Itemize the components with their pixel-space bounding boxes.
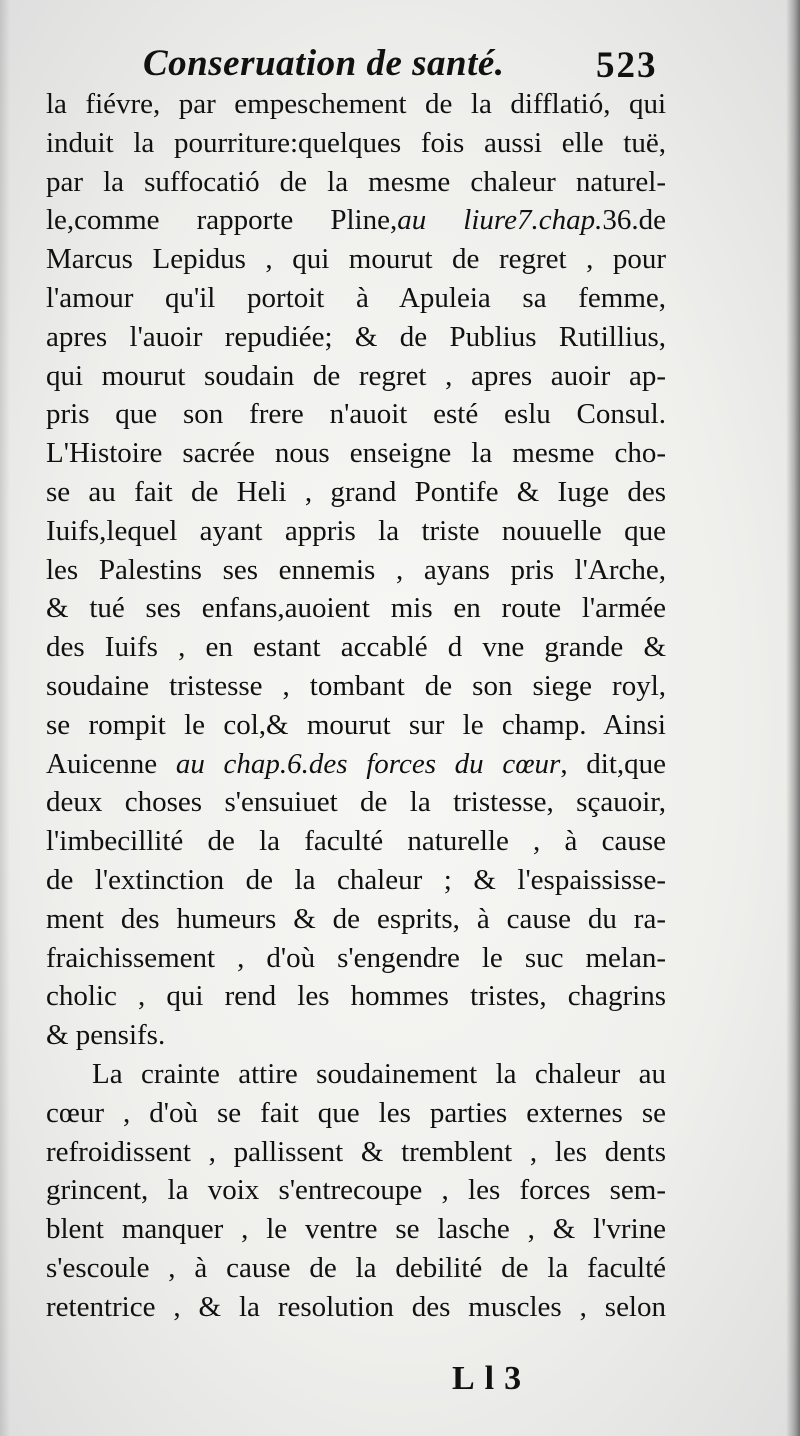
text-line: & pensifs. (46, 1019, 166, 1052)
text-line: par la suffocatió de la mesme chaleur naturel- (46, 165, 666, 198)
text-line: se au fait de Heli , grand Pontife & Iuge des (46, 475, 666, 508)
text-line: la fiévre, par empeschement de la difflatió, qui (46, 88, 666, 120)
text-line: retentrice , & la resolution des muscles , selon (46, 1290, 666, 1323)
text-line: les Palestins ses ennemis , ayans pris l'Arche, (46, 553, 666, 586)
text-segment: Auicenne (46, 747, 158, 780)
text-line: l'amour qu'il portoit à Apuleia sa femme, (46, 281, 666, 314)
citation-italic: au liure7.chap. (397, 204, 603, 237)
text-line: ment des humeurs & de esprits, à cause du ra- (46, 902, 666, 935)
text-line: pris que son frere n'auoit esté eslu Consul. (46, 398, 666, 431)
text-line: induit la pourriture:quelques fois aussi elle tuë, (46, 126, 666, 159)
text-line: deux choses s'ensuiuet de la tristesse, sçauoir, (46, 786, 666, 819)
body-text (46, 85, 666, 1327)
text-line: Marcus Lepidus , qui mourut de regret , pour (46, 243, 666, 276)
text-line: cholic , qui rend les hommes tristes, chagrins (46, 980, 666, 1013)
citation-italic: au chap.6.des forces du cœur (175, 747, 561, 780)
text-line: des Iuifs , en estant accablé d vne grande & (46, 631, 666, 664)
text-line: se rompit le col,& mourut sur le champ. Ainsi (46, 708, 666, 741)
text-line: soudaine tristesse , tombant de son siege royl, (46, 669, 666, 702)
text-line: apres l'auoir repudiée; & de Publius Rutillius, (46, 320, 666, 353)
text-line: cœur , d'où se fait que les parties externes se (46, 1096, 666, 1129)
page-gutter-shadow (0, 0, 10, 1436)
page-number: 523 (596, 45, 658, 86)
text-line: s'escoule , à cause de la debilité de la faculté (46, 1251, 666, 1284)
running-title: Conseruation de santé. (143, 43, 505, 84)
text-line-with-citation (46, 201, 666, 240)
text-line: fraichissement , d'où s'engendre le suc melan- (46, 941, 666, 974)
text-segment: le,comme rapporte Pline, (46, 204, 398, 237)
text-line: & tué ses enfans,auoient mis en route l'armée (46, 592, 666, 625)
text-line: refroidissent , pallissent & tremblent , les dents (46, 1135, 666, 1168)
text-segment: , dit,que (560, 747, 667, 780)
paragraph-first-line: La crainte attire soudainement la chaleur au (92, 1057, 666, 1090)
text-line: L'Histoire sacrée nous enseigne la mesme cho- (46, 437, 666, 470)
text-line: grincent, la voix s'entrecoupe , les forces sem- (46, 1174, 666, 1207)
page-edge-shadow (786, 0, 800, 1436)
text-line: de l'extinction de la chaleur ; & l'espaississe- (46, 863, 666, 896)
text-line: blent manquer , le ventre se lasche , & l'vrine (46, 1213, 666, 1246)
text-segment: 36.de (602, 204, 666, 237)
text-line: Iuifs,lequel ayant appris la triste nouuelle que (46, 514, 666, 547)
text-line-with-citation (46, 745, 666, 784)
signature-mark: Ll3 (452, 1360, 532, 1397)
text-line: l'imbecillité de la faculté naturelle , à cause (46, 825, 666, 858)
text-line: qui mourut soudain de regret , apres auoir ap- (46, 359, 666, 392)
